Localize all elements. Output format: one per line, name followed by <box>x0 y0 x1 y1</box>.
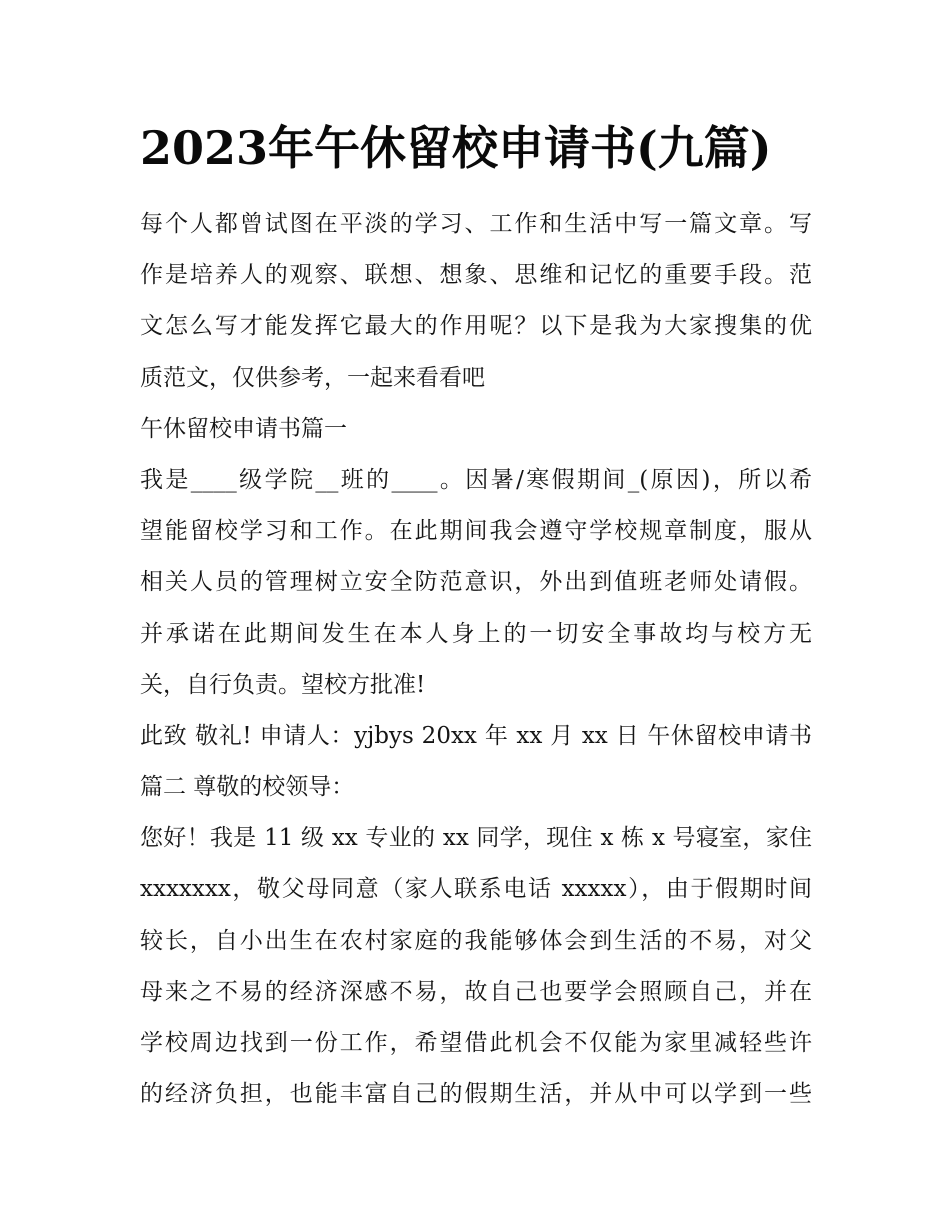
body-line: 相关人员的管理树立安全防范意识，外出到值班老师处请假。 <box>140 569 812 596</box>
document-title: 2023年午休留校申请书(九篇) <box>140 121 772 175</box>
body-line: 您好！我是 11 级 xx 专业的 xx 同学，现住 x 栋 x 号寝室，家住 <box>140 825 812 852</box>
body-line: 文怎么写才能发挥它最大的作用呢？以下是我为大家搜集的优 <box>140 313 812 340</box>
body-line: 较长，自小出生在农村家庭的我能够体会到生活的不易，对父 <box>140 927 812 954</box>
document-body <box>140 199 812 1120</box>
body-line: 并承诺在此期间发生在本人身上的一切安全事故均与校方无 <box>140 620 812 647</box>
body-line: 我是____级学院__班的____。因暑/寒假期间_(原因)，所以希 <box>140 466 812 493</box>
body-line: 质范文，仅供参考，一起来看看吧 <box>140 364 485 391</box>
body-line: 篇二 尊敬的校领导： <box>140 774 355 801</box>
body-line: 的经济负担，也能丰富自己的假期生活，并从中可以学到一些 <box>140 1081 812 1108</box>
body-line: 学校周边找到一份工作，希望借此机会不仅能为家里减轻些许 <box>140 1030 812 1056</box>
body-line: 此致 敬礼! 申请人：yjbys 20xx 年 xx 月 xx 日 午休留校申请书 <box>140 722 812 749</box>
body-line: 母来之不易的经济深感不易，故自己也要学会照顾自己，并在 <box>140 978 812 1005</box>
section-heading: 午休留校申请书篇一 <box>140 415 347 442</box>
body-line: 作是培养人的观察、联想、想象、思维和记忆的重要手段。范 <box>140 262 812 289</box>
body-line: 望能留校学习和工作。在此期间我会遵守学校规章制度，服从 <box>140 518 812 545</box>
body-line: 关，自行负责。望校方批准! <box>140 671 426 698</box>
body-line: 每个人都曾试图在平淡的学习、工作和生活中写一篇文章。写 <box>140 211 812 237</box>
body-line: xxxxxxx，敬父母同意（家人联系电话 xxxxx），由于假期时间 <box>140 876 812 903</box>
